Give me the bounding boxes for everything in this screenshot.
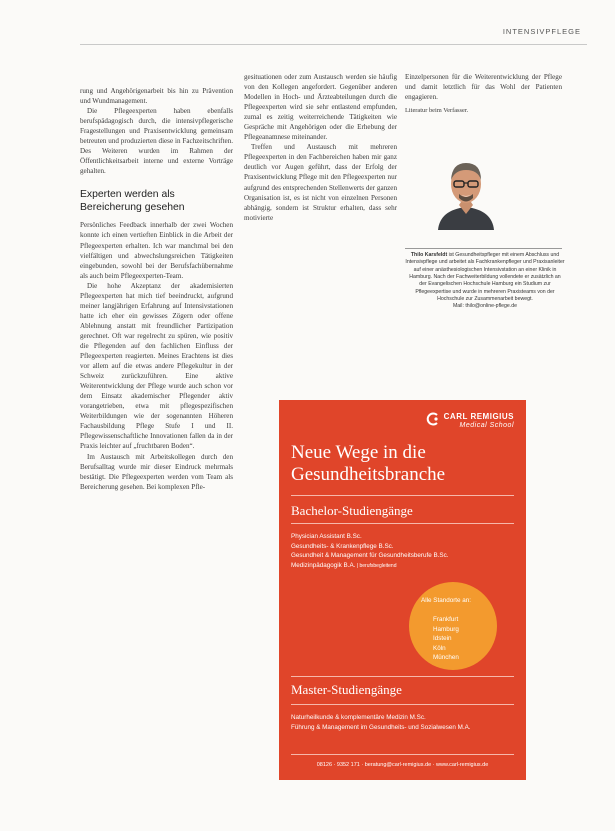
ad-locations-bubble — [409, 582, 497, 670]
ad-contact-line[interactable]: 08126 · 9352 171 · beratung@carl-remigius.de · www.carl-remigius.de — [316, 762, 489, 768]
ad-divider — [291, 676, 514, 677]
literature-note: Literatur beim Verfasser. — [405, 107, 469, 115]
ad-brand-name: CARL REMIGIUS — [443, 412, 514, 421]
ad-location: Köln — [433, 644, 446, 652]
ad-bachelor-heading: Bachelor-Studiengänge — [291, 503, 413, 518]
ad-location: München — [433, 654, 459, 662]
ad-bachelor-list — [291, 532, 519, 571]
ad-headline: Neue Wege in die Gesundheitsbranche — [291, 442, 446, 485]
ad-bachelor-item: Medizinpädagogik B.A. | berufsbegleitend — [291, 561, 397, 569]
ad-locations-list — [433, 615, 459, 663]
ad-master-item: Führung & Management im Gesundheits- und Sozialwesen M.A. — [291, 723, 471, 731]
paragraph: Treffen und Austausch mit mehreren Pflegeexperten in den Fachbereichen haben mir ganz deutlich vor Augen geführt, dass der Erfolg der Praxisentwicklung Pflege mit den Pflegeexperten nur aufgrund des entsprechenden Stellenwerts der ganzen Organisation ist, es ist nicht von einzelnen Personen abhängig, sondern ist Struktur erhalten, dass sehr motivierte — [244, 143, 397, 222]
ad-bachelor-item: Physician Assistant B.Sc. — [291, 533, 362, 540]
brand-logo-icon — [426, 412, 440, 426]
column-2 — [244, 72, 397, 223]
subheading: Experten werden als Bereicherung gesehen — [80, 189, 185, 214]
ad-divider — [291, 523, 514, 524]
ad-logo — [444, 412, 514, 429]
paragraph: gesituationen oder zum Austausch werden sie häufig von den Kollegen angefordert. Gegenüber anderen Modellen in Hoch- und Ärzteabteilungen durch die Pflegeexperten wird sie sehr entlastend empfunden, zumal es zeitig weiterreichende Tätigkeiten wie Gespräche mit Angehörigen oder die Erhebung der Pflegeanamnese miteinander. — [244, 73, 397, 142]
advertisement[interactable] — [279, 400, 526, 780]
ad-master-list — [291, 713, 519, 732]
ad-bachelor-item: Gesundheit & Management für Gesundheitsberufe B.Sc. — [291, 552, 449, 559]
ad-bachelor-item: Gesundheits- & Krankenpflege B.Sc. — [291, 542, 394, 550]
header-rule — [80, 44, 587, 45]
author-name: Thilo Karsfeldt — [410, 252, 448, 258]
ad-master-item: Naturheilkunde & komplementäre Medizin M.Sc. — [291, 714, 426, 721]
paragraph: Die Pflegeexperten haben ebenfalls berufspädagogisch durch, die intensivpflegerische Fragestellungen und Praxisentwicklung gemeinsam betreuten und produzierten diese in Fachzeitschriften. Des Weiteren wurden im Rahmen der Öffentlichkeitsarbeit interne und externe Vorträge gehalten. — [80, 107, 233, 176]
ad-locations-heading: Alle Standorte an: — [421, 597, 472, 604]
ad-location: Frankfurt — [433, 616, 459, 623]
paragraph: Persönliches Feedback innerhalb der zwei Wochen konnte ich einen vertieften Einblick in die Arbeit der Pflegeexperten erhalten. Ich war manchmal bei den vielfältigen und abwechslungsreichen Tätigkeiten eingebunden, sowohl bei der Berufsfachübernahme als auch beim Pflegeexperten-Team. — [80, 221, 233, 280]
author-rule — [405, 248, 562, 249]
author-portrait — [430, 150, 502, 230]
column-3 — [405, 72, 562, 116]
paragraph: Einzelpersonen für die Weiterentwicklung der Pflege und damit letztlich für das Wohl der Patienten engagieren. — [405, 73, 562, 102]
ad-location: Hamburg — [433, 625, 459, 633]
ad-brand-subtitle: Medical School — [459, 422, 514, 429]
ad-master-heading: Master-Studiengänge — [291, 682, 402, 697]
ad-divider — [291, 704, 514, 705]
column-1 — [80, 86, 233, 492]
ad-divider — [291, 754, 514, 755]
author-email[interactable]: Mail: thilo@online-pflege.de — [452, 303, 518, 310]
ad-divider — [291, 495, 514, 496]
section-label: INTENSIVPFLEGE — [502, 27, 581, 36]
paragraph: rung und Angehörigenarbeit bis hin zu Prävention und Wundmanagement. — [80, 87, 233, 106]
ad-location: Idstein — [433, 635, 452, 643]
paragraph: Im Austausch mit Arbeitskollegen durch den Berufsalltag wurde mir dieser Eindruck mehrmals bestätigt. Die Pflegeexperten werden vom Team als Bereicherung gesehen. Bei komplexen Pfle- — [80, 452, 233, 491]
author-bio-text: ist Gesundheitspfleger mit einem Abschluss und Intensivpflege und arbeitet als Fachkrankenpfleger und Praxisanleiter auf einer anästhesiologischen Intensivstation an einer Klinik in Hamburg. Nach der Fachweiterbildung vollendete er zusätzlich an der Evangelischen Hochschule Hamburg ein Studium zur Pflegeexpertise und wurde in mehreren Praxisteams von der Hochschule zur Zusammenarbeit bewegt. — [405, 252, 565, 303]
author-bio — [405, 252, 565, 311]
paragraph: Die hohe Akzeptanz der akademisierten Pflegeexperten hat mich tief beeindruckt, aufgrund meiner langjährigen Erfahrung auf Intensivstationen hatte ich eher ein gewisses Zögern oder offene Ablehnung anstatt mit freundlicher Partizipation gerechnet. Oft war regelrecht zu spüren, wie positiv die Pflegenden auf den fachlichen Einfluss der Pflegeexperten reagierten. Meines Erachtens ist dies vor allem auf die etwas andere Pflegekultur in der Schweiz zurückzuführen. Eine aktive Weiterentwicklung der Pflege wurde auch schon vor dem Einsatz akademischer Pflegender aktiv vorangetrieben, etwa mit pflegespezifischen Weiterbildungen wie der sogenannten Höheren Fachausbildung Pflege Stufe I und II. Pflegewissenschaftliche Innovationen fallen da in der Praxis leichter auf „fruchtbaren Boden“. — [80, 281, 233, 451]
